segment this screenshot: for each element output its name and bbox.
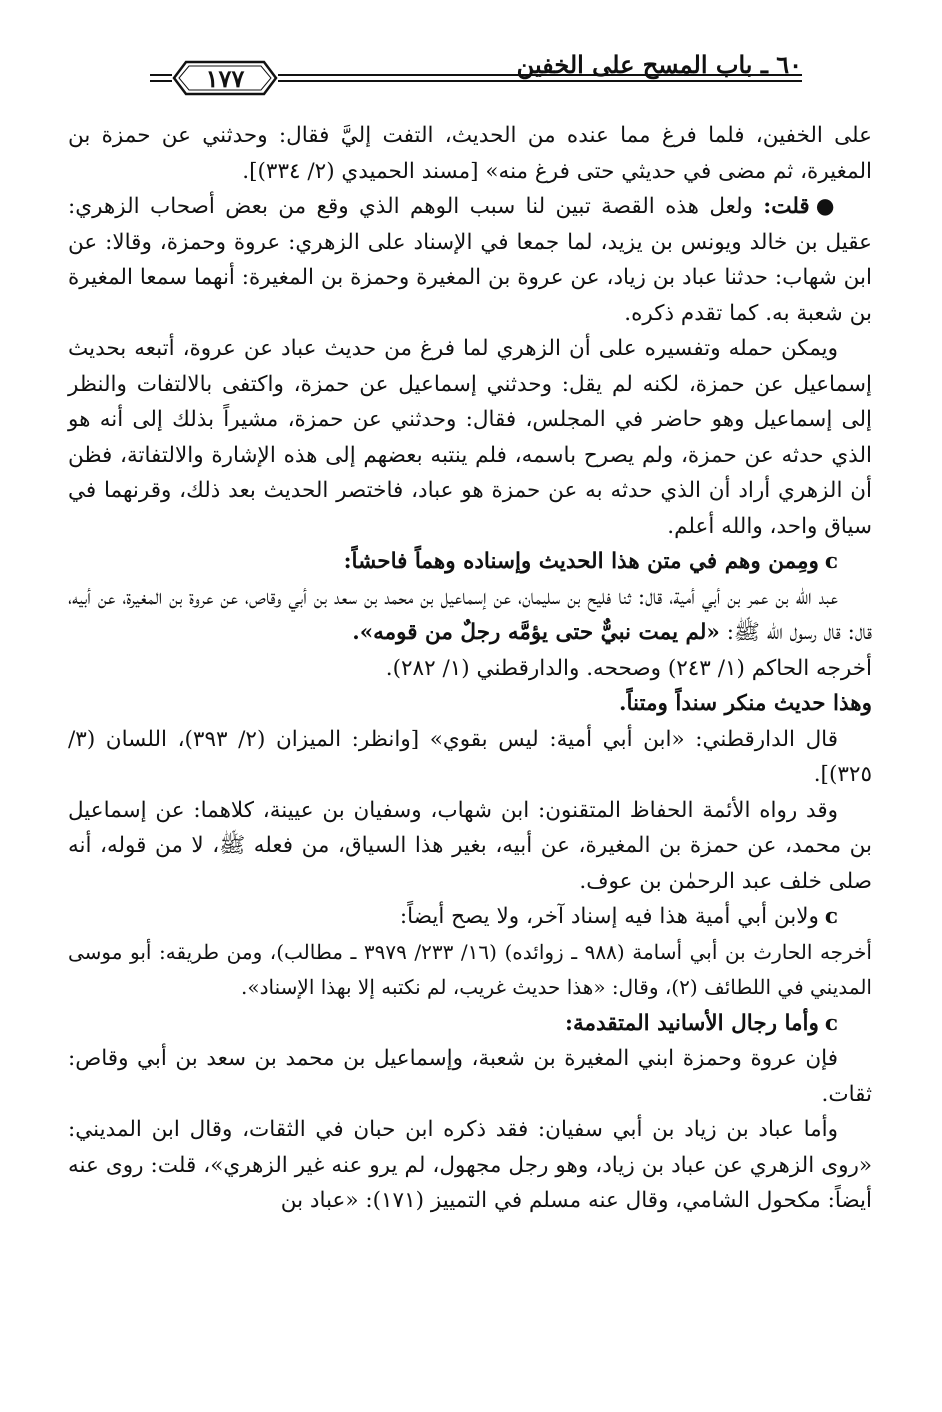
qultu-label: قلت: [763,194,810,219]
section-heading [68,1006,872,1042]
paragraph: أخرجه الحارث بن أبي أسامة (٩٨٨ ـ زوائده) (١٦/ ٢٣٣/ ٣٩٧٩ ـ مطالب)، ومن طريقه: أبو موسى المديني في اللطائف (٢)، وقال: «هذا حديث غريب، لم نكتبه إلا بهذا الإسناد». [68,939,872,999]
heading-text: وأما رجال الأسانيد المتقدمة: [565,1010,819,1036]
paragraph [68,189,872,331]
page-header [68,0,872,118]
paragraph [68,580,872,651]
paragraph: فإن عروة وحمزة ابني المغيرة بن شعبة، وإسماعيل بن محمد بن سعد بن أبي وقاص: ثقات. [68,1046,872,1107]
heading-text: ومِمن وهم في متن هذا الحديث وإسناده وهماً فاحشاً: [343,549,819,574]
paragraph-text: ولعل هذه القصة تبين لنا سبب الوهم الذي وقع من بعض أصحاب الزهري: عقيل بن خالد ويونس بن يزيد، لما جمعا في الإسناد على الزهري: عروة وحمزة، وقالا: عن ابن شهاب: حدثنا عباد بن زياد، عن عروة بن المغيرة وحمزة بن المغيرة: أنهما سمعا المغيرة بن شعبة به. كما تقدم ذكره. [68,194,872,326]
paragraph: وهذا حديث منكر سنداً ومتناً. [618,691,872,716]
paragraph: وقد رواه الأئمة الحفاظ المتقنون: ابن شهاب، وسفيان بن عيينة، كلاهما: عن إسماعيل بن محمد، عن حمزة بن المغيرة، عن أبيه، بغير هذا السياق، من فعله ﷺ، لا من قوله، أنه صلى خلف عبد الرحمٰن بن عوف. [68,797,872,894]
bullet-c-icon: ᴄ [824,1010,838,1036]
section-heading [68,544,872,580]
page-body [68,118,872,1219]
bullet-dot-icon: ● [815,194,838,219]
paragraph: ويمكن حمله وتفسيره على أن الزهري لما فرغ من حديث عباد عن عروة، أتبعه بحديث إسماعيل عن حمزة، لكنه لم يقل: وحدثني إسماعيل عن حمزة، واكتفى بالالتفات والنظر إلى إسماعيل وهو حاضر في المجلس، فقال: وحدثني عن حمزة، مشيراً بذلك إلى أنه هو الذي حدثه عن حمزة، ولم يصرح باسمه، فلم ينتبه بعضهم إلى هذه الإشارة والالتفاتة، فظن أن الزهري أراد أن الذي حدثه به عن حمزة هو عباد، فاختصر الحديث بعد ذلك، وقرنهما في سياق واحد، والله أعلم. [68,336,872,539]
running-title: ٦٠ ـ باب المسح على الخفين [516,50,802,79]
bullet-c-icon: ᴄ [824,904,838,929]
paragraph: على الخفين، فلما فرغ مما عنده من الحديث، التفت إليَّ فقال: وحدثني عن حمزة بن المغيرة، ثم مضى في حديثي حتى فرغ منه» [مسند الحميدي (٢/ ٣٣٤)]. [68,123,872,184]
paragraph-text: عبد الله بن عمر بن أبي أمية، قال: ثنا فليح بن سليمان، عن إسماعيل بن محمد بن سعد بن أبي وقاص، عن عروة بن المغيرة، عن أبيه، قال: قال رسول الله ﷺ: [68,584,872,645]
heading-text: ولابن أبي أمية هذا فيه إسناد آخر، ولا يصح أيضاً: [399,904,819,929]
paragraph: أخرجه الحاكم (١/ ٢٤٣) وصححه. والدارقطني (١/ ٢٨٢). [385,655,872,681]
page-number-badge [172,60,278,96]
header-rule [278,74,802,82]
page-number: ١٧٧ [205,64,245,93]
header-rule-left [150,74,172,82]
paragraph: قال الدارقطني: «ابن أبي أمية: ليس بقوي» [وانظر: الميزان (٢/ ٣٩٣)، اللسان (٣/ ٣٢٥)]. [68,726,872,787]
hadith-text: «لم يمت نبيٌّ حتى يؤمَّه رجلٌ من قومه». [352,620,720,645]
section-heading [68,899,872,935]
paragraph: وأما عباد بن زياد بن أبي سفيان: فقد ذكره ابن حبان في الثقات، وقال ابن المديني: «روى الزهري عن عباد بن زياد، وهو رجل مجهول، لم يرو عنه غير الزهري»، قلت: روى عنه أيضاً: مكحول الشامي، وقال عنه مسلم في التمييز (١٧١): «عباد بن [68,1117,872,1213]
bullet-c-icon: ᴄ [824,549,838,574]
